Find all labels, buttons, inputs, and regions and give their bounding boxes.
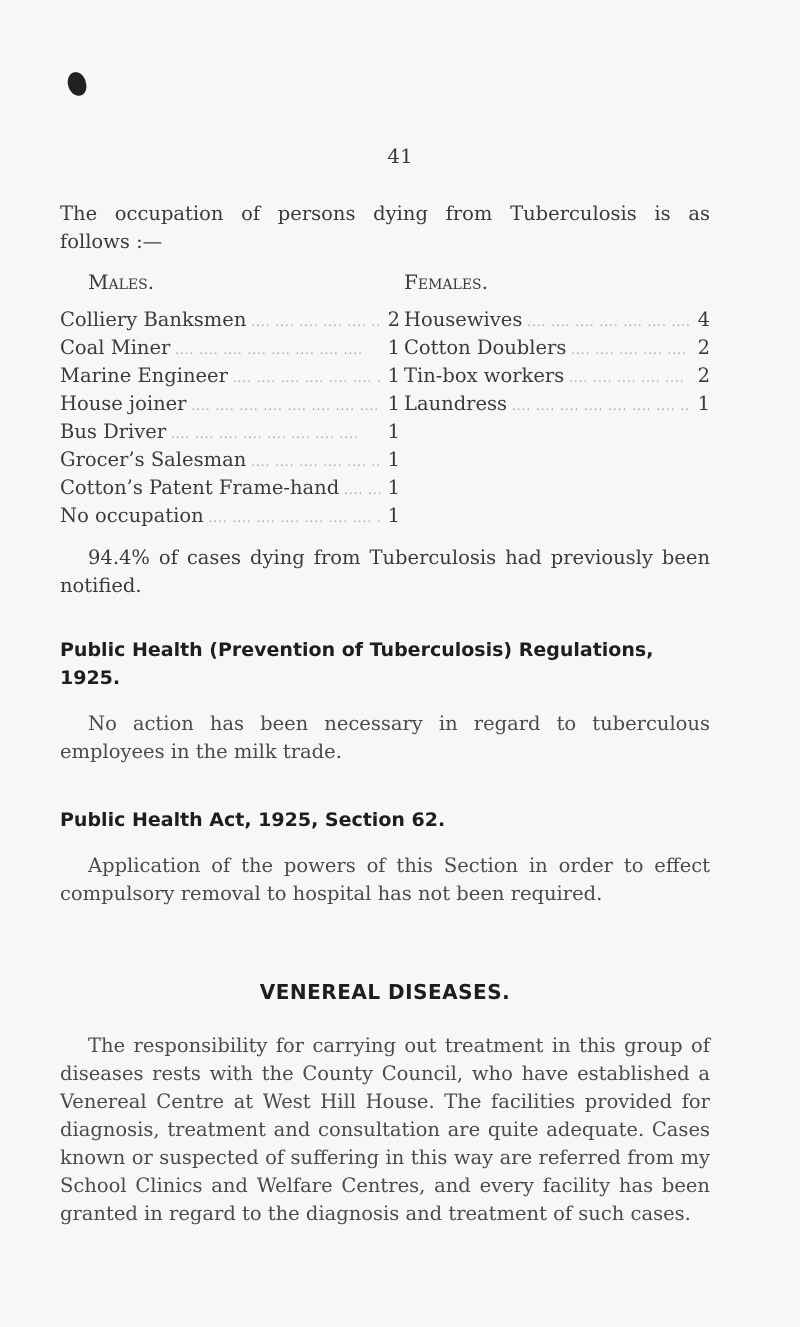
occupation-table (60, 268, 710, 530)
table-row (60, 390, 400, 418)
occupation-name: Marine Engineer .... (60, 362, 380, 392)
occupation-name: Colliery Banksmen .... (60, 306, 380, 336)
females-heading: Females. (404, 270, 489, 294)
occupation-name: Cotton’s Patent Frame-hand .... (60, 474, 380, 504)
table-row (404, 390, 710, 418)
occupation-count: 1 (387, 504, 400, 527)
page-number: 41 (387, 144, 413, 168)
table-row (404, 362, 710, 390)
table-row (404, 306, 710, 334)
occupation-count: 2 (697, 364, 710, 387)
page-content (60, 200, 710, 1228)
occupation-name: No occupation .... (60, 502, 380, 532)
occupation-count: 1 (387, 364, 400, 387)
females-column (404, 268, 710, 530)
venereal-diseases-heading: VENEREAL DISEASES. (259, 980, 511, 1004)
occupation-name: Housewives .... (404, 306, 690, 336)
occupation-count: 1 (387, 448, 400, 471)
table-row (60, 306, 400, 334)
section-paragraph-act-62: Application of the powers of this Section in order to effect compulsory removal to hospital has not been required. (60, 854, 710, 905)
table-row (60, 502, 400, 530)
venereal-diseases-paragraph: The responsibility for carrying out treatment in this group of diseases rests with the County Council, who have established a Venereal Centre at West Hill House. The facilities provided for diagnosis, treatment and consultation are quite adequate. Cases known or suspected of suffering in this way are referred from my School Clinics and Welfare Centres, and every facility has been granted in regard to the diagnosis and treatment of such cases. (60, 1034, 710, 1225)
occupation-count: 2 (387, 308, 400, 331)
males-list (60, 306, 400, 530)
section-paragraph-tb-regulations: No action has been necessary in regard to tuberculous employees in the milk trade. (60, 712, 710, 763)
males-column (60, 268, 400, 530)
occupation-name: House joiner .... (60, 390, 380, 420)
occupation-count: 4 (697, 308, 710, 331)
occupation-name: Grocer’s Salesman .... (60, 446, 380, 476)
intro-line-2: follows :— (60, 230, 163, 253)
females-list (404, 306, 710, 418)
occupation-count: 1 (387, 392, 400, 415)
table-row (60, 446, 400, 474)
table-row (404, 334, 710, 362)
occupation-name: Bus Driver .... (60, 418, 380, 448)
table-row (60, 334, 400, 362)
occupation-count: 2 (697, 336, 710, 359)
occupation-name: Cotton Doublers .... (404, 334, 690, 364)
occupation-count: 1 (697, 392, 710, 415)
section-heading-act-62: Public Health Act, 1925, Section 62. (60, 809, 446, 831)
occupation-name: Coal Miner .... (60, 334, 380, 364)
males-heading: Males. (88, 270, 155, 294)
occupation-name: Tin-box workers .... (404, 362, 690, 392)
ink-blot (66, 70, 89, 97)
intro-line-1: The occupation of persons dying from Tuberculosis is as (60, 202, 710, 225)
occupation-name: Laundress .... (404, 390, 690, 420)
occupation-count: 1 (387, 336, 400, 359)
table-row (60, 362, 400, 390)
table-row (60, 418, 400, 446)
section-heading-tb-regulations: Public Health (Prevention of Tuberculosis) Regulations, 1925. (60, 639, 654, 689)
table-row (60, 474, 400, 502)
notified-paragraph: 94.4% of cases dying from Tuberculosis had previously been notified. (60, 546, 710, 597)
occupation-count: 1 (387, 420, 400, 443)
occupation-count: 1 (387, 476, 400, 499)
